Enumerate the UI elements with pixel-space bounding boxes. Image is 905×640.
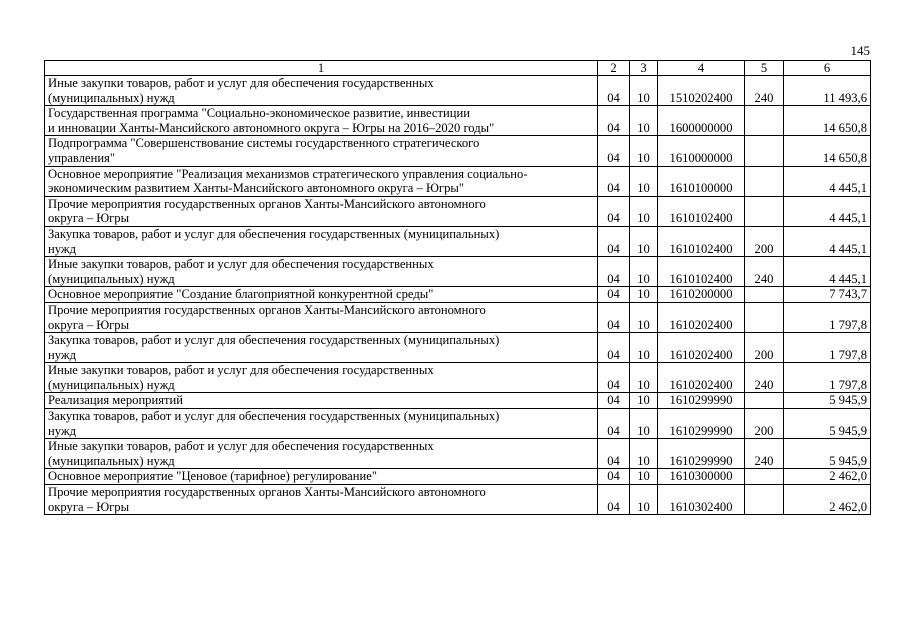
expense-item-name-line: Прочие мероприятия государственных органов Ханты-Мансийского автономного: [48, 302, 486, 317]
column-header-5: 5: [745, 61, 784, 76]
subsection-code: 10: [630, 76, 658, 106]
expense-item-name: [45, 106, 598, 136]
table-header-row: [45, 61, 871, 76]
amount-value: 4 445,1: [784, 166, 871, 196]
expense-item-name-line: Иные закупки товаров, работ и услуг для обеспечения государственных: [48, 363, 434, 378]
subsection-code: 10: [630, 257, 658, 287]
amount-value: 11 493,6: [784, 76, 871, 106]
amount-value: 5 945,9: [784, 393, 871, 409]
expense-type-code: [745, 469, 784, 485]
subsection-code: 10: [630, 196, 658, 226]
expense-item-name-line: Прочие мероприятия государственных органов Ханты-Мансийского автономного: [48, 485, 486, 500]
expense-type-code: 240: [745, 76, 784, 106]
expense-item-name: [45, 485, 598, 515]
expense-type-code: 200: [745, 409, 784, 439]
expense-item-name: [45, 287, 598, 303]
target-article-code: 1610302400: [658, 485, 745, 515]
expense-item-name-line: управления": [48, 150, 115, 165]
column-header-6: 6: [784, 61, 871, 76]
expense-item-name-line: Закупка товаров, работ и услуг для обеспечения государственных (муниципальных): [48, 226, 500, 241]
target-article-code: 1610299990: [658, 439, 745, 469]
expense-item-name: [45, 226, 598, 256]
table-row: [45, 393, 871, 409]
table-row: [45, 333, 871, 363]
expense-item-name-line: Подпрограмма "Совершенствование системы государственного стратегического: [48, 136, 480, 151]
amount-value: 5 945,9: [784, 409, 871, 439]
expense-item-name: [45, 136, 598, 166]
expense-item-name-line: Основное мероприятие "Реализация механизмов стратегического управления социально-: [48, 166, 528, 181]
section-code: 04: [598, 469, 630, 485]
section-code: 04: [598, 106, 630, 136]
target-article-code: 1600000000: [658, 106, 745, 136]
target-article-code: 1610299990: [658, 409, 745, 439]
section-code: 04: [598, 287, 630, 303]
expense-item-name-line: округа – Югры: [48, 317, 130, 332]
target-article-code: 1610299990: [658, 393, 745, 409]
expense-item-name-line: экономическим развитием Ханты-Мансийского автономного округа – Югры": [48, 181, 464, 196]
expense-item-name-line: Основное мероприятие "Ценовое (тарифное) регулирование": [48, 469, 377, 484]
amount-value: 2 462,0: [784, 485, 871, 515]
target-article-code: 1610202400: [658, 333, 745, 363]
expense-item-name-line: (муниципальных) нужд: [48, 453, 175, 468]
subsection-code: 10: [630, 409, 658, 439]
expense-type-code: 240: [745, 257, 784, 287]
target-article-code: 1610202400: [658, 363, 745, 393]
amount-value: 4 445,1: [784, 196, 871, 226]
page-number: 145: [850, 43, 870, 58]
expense-item-name-line: Государственная программа "Социально-экономическое развитие, инвестиции: [48, 106, 470, 121]
target-article-code: 1610102400: [658, 257, 745, 287]
amount-value: 14 650,8: [784, 136, 871, 166]
subsection-code: 10: [630, 333, 658, 363]
expense-item-name-line: Прочие мероприятия государственных органов Ханты-Мансийского автономного: [48, 196, 486, 211]
section-code: 04: [598, 136, 630, 166]
expense-item-name: [45, 363, 598, 393]
table-row: [45, 409, 871, 439]
target-article-code: 1610300000: [658, 469, 745, 485]
expense-item-name: [45, 409, 598, 439]
expense-item-name: [45, 196, 598, 226]
expense-item-name: [45, 302, 598, 332]
subsection-code: 10: [630, 166, 658, 196]
expense-item-name-line: (муниципальных) нужд: [48, 377, 175, 392]
expense-item-name: [45, 469, 598, 485]
expense-item-name-line: Иные закупки товаров, работ и услуг для обеспечения государственных: [48, 76, 434, 90]
table-row: [45, 76, 871, 106]
expense-item-name-line: (муниципальных) нужд: [48, 271, 175, 286]
expense-type-code: 200: [745, 226, 784, 256]
expense-type-code: [745, 166, 784, 196]
subsection-code: 10: [630, 226, 658, 256]
section-code: 04: [598, 393, 630, 409]
target-article-code: 1610200000: [658, 287, 745, 303]
expense-item-name-line: нужд: [48, 423, 76, 438]
expense-item-name: [45, 257, 598, 287]
table-row: [45, 106, 871, 136]
budget-table: [44, 60, 871, 515]
expense-type-code: [745, 106, 784, 136]
table-row: [45, 166, 871, 196]
amount-value: 1 797,8: [784, 333, 871, 363]
target-article-code: 1610202400: [658, 302, 745, 332]
target-article-code: 1610102400: [658, 226, 745, 256]
target-article-code: 1510202400: [658, 76, 745, 106]
section-code: 04: [598, 439, 630, 469]
table-row: [45, 136, 871, 166]
expense-item-name: [45, 166, 598, 196]
table-row: [45, 485, 871, 515]
expense-item-name-line: (муниципальных) нужд: [48, 90, 175, 105]
table-row: [45, 439, 871, 469]
section-code: 04: [598, 363, 630, 393]
subsection-code: 10: [630, 136, 658, 166]
expense-item-name-line: Закупка товаров, работ и услуг для обеспечения государственных (муниципальных): [48, 333, 500, 348]
column-header-1: 1: [45, 61, 598, 76]
expense-item-name: [45, 439, 598, 469]
expense-item-name-line: Иные закупки товаров, работ и услуг для обеспечения государственных: [48, 439, 434, 454]
section-code: 04: [598, 333, 630, 363]
expense-type-code: 240: [745, 363, 784, 393]
expense-type-code: [745, 287, 784, 303]
subsection-code: 10: [630, 287, 658, 303]
amount-value: 2 462,0: [784, 469, 871, 485]
expense-item-name-line: нужд: [48, 241, 76, 256]
table-row: [45, 302, 871, 332]
expense-item-name-line: Закупка товаров, работ и услуг для обеспечения государственных (муниципальных): [48, 409, 500, 424]
expense-item-name: [45, 393, 598, 409]
subsection-code: 10: [630, 106, 658, 136]
subsection-code: 10: [630, 439, 658, 469]
expense-type-code: 240: [745, 439, 784, 469]
expense-item-name-line: Реализация мероприятий: [48, 393, 183, 408]
subsection-code: 10: [630, 485, 658, 515]
amount-value: 1 797,8: [784, 363, 871, 393]
table-row: [45, 469, 871, 485]
section-code: 04: [598, 226, 630, 256]
subsection-code: 10: [630, 363, 658, 393]
column-header-3: 3: [630, 61, 658, 76]
table-row: [45, 196, 871, 226]
amount-value: 7 743,7: [784, 287, 871, 303]
expense-item-name-line: Иные закупки товаров, работ и услуг для обеспечения государственных: [48, 257, 434, 272]
table-row: [45, 226, 871, 256]
table-row: [45, 363, 871, 393]
section-code: 04: [598, 166, 630, 196]
subsection-code: 10: [630, 469, 658, 485]
expense-item-name: [45, 76, 598, 106]
expense-item-name-line: нужд: [48, 347, 76, 362]
expense-item-name-line: и инновации Ханты-Мансийского автономного округа – Югры на 2016–2020 годы": [48, 120, 495, 135]
expense-type-code: [745, 136, 784, 166]
amount-value: 4 445,1: [784, 257, 871, 287]
target-article-code: 1610100000: [658, 166, 745, 196]
table-row: [45, 287, 871, 303]
expense-type-code: 200: [745, 333, 784, 363]
section-code: 04: [598, 302, 630, 332]
expense-item-name: [45, 333, 598, 363]
column-header-2: 2: [598, 61, 630, 76]
amount-value: 14 650,8: [784, 106, 871, 136]
column-header-4: 4: [658, 61, 745, 76]
subsection-code: 10: [630, 302, 658, 332]
section-code: 04: [598, 76, 630, 106]
expense-type-code: [745, 196, 784, 226]
amount-value: 5 945,9: [784, 439, 871, 469]
expense-item-name-line: Основное мероприятие "Создание благоприятной конкурентной среды": [48, 287, 434, 302]
amount-value: 4 445,1: [784, 226, 871, 256]
expense-type-code: [745, 302, 784, 332]
expense-item-name-line: округа – Югры: [48, 211, 130, 226]
table-body: [45, 76, 871, 515]
section-code: 04: [598, 257, 630, 287]
section-code: 04: [598, 485, 630, 515]
expense-type-code: [745, 485, 784, 515]
table-row: [45, 257, 871, 287]
target-article-code: 1610000000: [658, 136, 745, 166]
section-code: 04: [598, 196, 630, 226]
section-code: 04: [598, 409, 630, 439]
expense-type-code: [745, 393, 784, 409]
subsection-code: 10: [630, 393, 658, 409]
target-article-code: 1610102400: [658, 196, 745, 226]
amount-value: 1 797,8: [784, 302, 871, 332]
expense-item-name-line: округа – Югры: [48, 499, 130, 514]
